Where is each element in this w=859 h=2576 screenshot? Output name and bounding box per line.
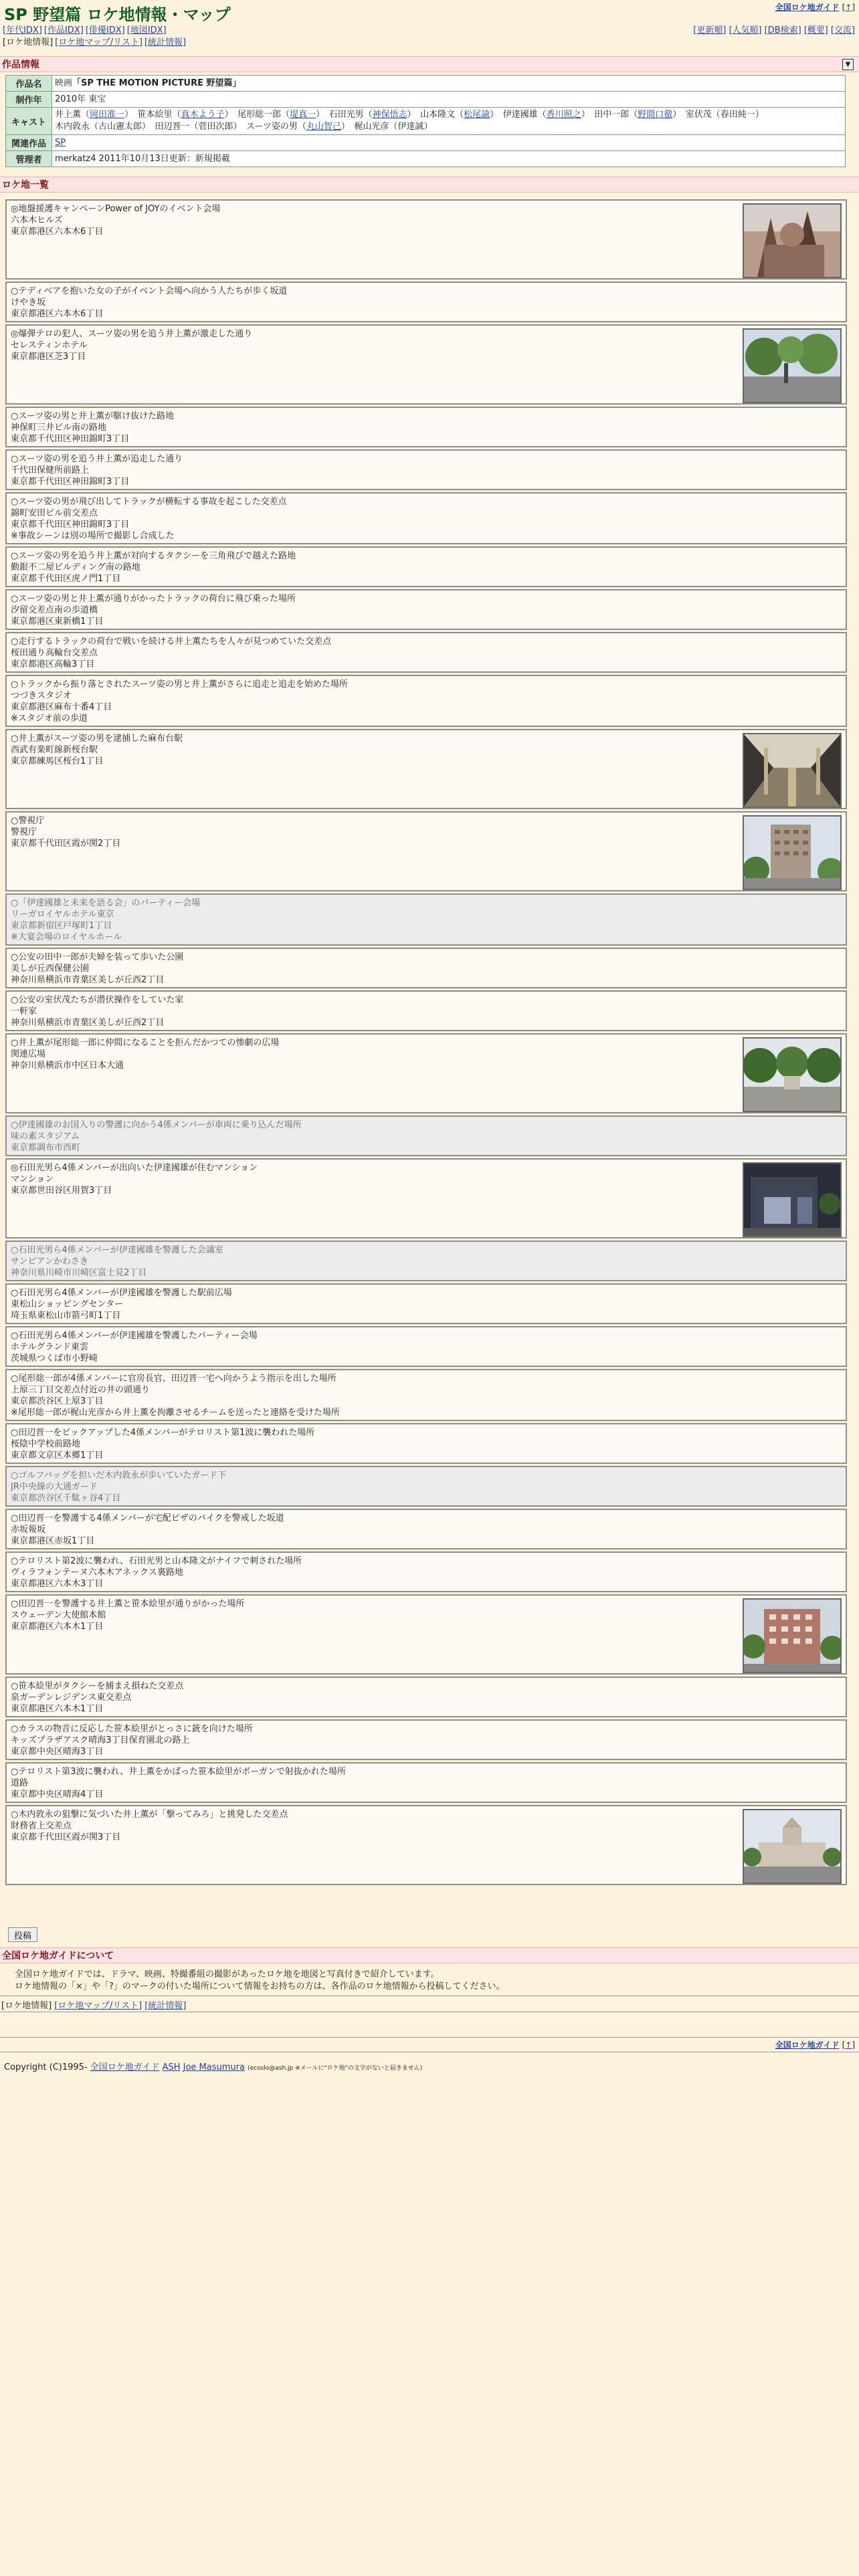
location-item[interactable] — [5, 1369, 847, 1421]
location-place: 西武有楽町線新桜台駅 — [11, 745, 98, 755]
nav-stats[interactable]: [統計情報] — [144, 37, 187, 47]
location-scene-line — [11, 1287, 842, 1299]
bracket-open: [ — [842, 3, 846, 12]
location-place: 関連広場 — [11, 1049, 46, 1059]
location-address: 東京都中央区晴海3丁目 — [11, 1747, 104, 1757]
location-item[interactable] — [5, 449, 847, 490]
location-scene: 石田光男ら4係メンバーが伊達國雄を警護した会議室 — [18, 1245, 223, 1255]
location-photo[interactable] — [743, 328, 842, 403]
location-place: 千代田保健所前路上 — [11, 465, 90, 475]
nav-map-index[interactable]: [地図IDX] — [126, 25, 167, 35]
location-place: 財務省上交差点 — [11, 1821, 72, 1831]
location-address: 東京都港区麻布十番4丁目 — [11, 702, 112, 712]
location-scene: スーツ姿の男を追う井上薫が追走した通り — [18, 454, 183, 464]
bracket-open: [ — [842, 2040, 846, 2050]
confirmed-icon: ○ — [11, 1681, 19, 1691]
related-work-link[interactable]: SP — [55, 137, 66, 148]
location-scene: 「伊達國雄と未来を語る会」のパーティー会場 — [18, 898, 201, 908]
work-title-value — [52, 76, 846, 92]
location-scene: 爆弾テロの犯人、スーツ姿の男を追う井上薫が激走した通り — [18, 329, 253, 339]
actor-link[interactable]: 岡田准一 — [90, 110, 125, 120]
location-note: ※スタジオ前の歩道 — [11, 714, 88, 724]
location-item[interactable] — [5, 589, 847, 630]
work-title-prefix: 映画 — [55, 78, 73, 88]
location-place: 六本木ヒルズ — [11, 215, 63, 225]
nav-right — [690, 23, 855, 35]
page-title: SP 野望篇 ロケ地情報・マップ — [4, 5, 231, 24]
location-scene-line — [11, 550, 842, 562]
location-place: 桜田通り高輪台交差点 — [11, 648, 98, 658]
location-scene-line — [11, 1037, 842, 1049]
location-address: 東京都港区六本木6丁目 — [11, 227, 104, 237]
confirmed-icon: ○ — [11, 1374, 19, 1384]
location-address: 東京都千代田区神田錦町3丁目 — [11, 434, 130, 444]
location-scene-line — [11, 1427, 842, 1438]
bottom-nav-location-info: [ロケ地情報] — [1, 2001, 52, 2011]
nav-popular[interactable]: [人気順] — [729, 25, 762, 35]
bottom-nav-location-map[interactable]: [ロケ地マップ/リスト] — [54, 2001, 142, 2011]
location-scene-line — [11, 636, 842, 647]
about-line-1: 全国ロケ地ガイドでは、ドラマ、映画、特撮番組の撮影があったロケ地を地図と写真付きで紹介しています。 — [15, 1969, 440, 1979]
photo-confirmed-icon: ◎ — [11, 1163, 19, 1173]
location-item[interactable] — [5, 199, 847, 280]
location-scene: 石田光男ら4係メンバーが伊達國雄を警護した駅前広場 — [18, 1288, 232, 1298]
location-scene: スーツ姿の男と井上薫が通りがかったトラックの荷台に飛び乗った場所 — [18, 594, 296, 604]
location-place: 上原三丁目交差点付近の井の頭通り — [11, 1385, 151, 1395]
confirmed-icon: ○ — [11, 637, 19, 647]
confirmed-icon: ○ — [11, 679, 19, 689]
toggle-icon[interactable]: ▼ — [842, 59, 854, 70]
cast-line-2 — [55, 121, 842, 133]
nav-work-pages — [3, 35, 188, 47]
cast-text: ） 梶山光彦（伊達誠） — [341, 122, 433, 132]
location-scene: 田辺晋一を警護する井上薫と笹本絵里が通りがかった場所 — [18, 1599, 245, 1609]
work-year-label: 制作年 — [6, 92, 52, 108]
work-related-value — [52, 135, 846, 151]
location-place: リーガロイヤルホテル東京 — [11, 909, 114, 920]
location-place: 桜陰中学校前路地 — [11, 1439, 81, 1449]
actor-link[interactable]: 真木よう子 — [181, 110, 225, 120]
work-info-heading: 作品情報 — [2, 60, 39, 70]
location-note: ※大宴会場のロイヤルホール — [11, 932, 122, 942]
location-scene-line — [11, 593, 842, 605]
confirmed-icon: ○ — [11, 551, 19, 561]
location-place: 味の素スタジアム — [11, 1132, 80, 1142]
location-scene-line — [11, 1119, 842, 1131]
confirmed-icon: ○ — [11, 497, 19, 507]
confirmed-icon: ○ — [11, 816, 19, 826]
location-scene-line — [11, 679, 842, 690]
location-scene-line — [11, 1766, 842, 1778]
location-scene: テロリスト第3波に襲われ、井上薫をかばった笹本絵里がボーガンで射抜かれた場所 — [18, 1767, 346, 1777]
bottom-nav-stats[interactable]: [統計情報] — [145, 2001, 187, 2011]
work-admin-value: merkatz4 2011年10月13日更新：新規掲載 — [52, 151, 846, 167]
bracket-close: ] — [852, 3, 855, 12]
location-scene: スーツ姿の男と井上薫が駆け抜けた路地 — [18, 411, 175, 421]
location-address: 東京都港区芝3丁目 — [11, 352, 86, 362]
location-scene: 伊達國雄のお国入りの警護に向かう4係メンバーが車両に乗り込んだ場所 — [18, 1120, 302, 1130]
bottom-nav — [1, 1998, 186, 2011]
confirmed-icon: ○ — [11, 286, 19, 296]
location-scene: 石田光男ら4係メンバーが出向いた伊達國雄が住むマンション — [18, 1163, 258, 1173]
location-note: ※事故シーンは別の場所で撮影し合成した — [11, 531, 175, 541]
location-item[interactable] — [5, 1241, 847, 1281]
header — [0, 0, 859, 47]
location-scene: トラックから振り落とされたスーツ姿の男と井上薫がさらに追走と追走を始めた場所 — [18, 679, 348, 689]
location-address: 東京都千代田区神田錦町3丁目 — [11, 520, 130, 530]
location-scene: 笹本絵里がタクシーを捕まえ損ねた交差点 — [18, 1681, 184, 1691]
location-place: 美しが丘西保健公園 — [11, 964, 90, 974]
location-place: 一軒家 — [11, 1006, 37, 1016]
confirmed-icon: ○ — [11, 411, 19, 421]
location-address: 神奈川県横浜市青葉区美しが丘西2丁目 — [11, 975, 165, 985]
location-scene-line — [11, 1681, 842, 1692]
location-item[interactable] — [5, 1033, 847, 1113]
location-scene: スーツ姿の男を追う井上薫が対向するタクシーを三角飛びで越えた路地 — [18, 551, 296, 561]
location-address: 東京都渋谷区上原3丁目 — [11, 1396, 104, 1406]
location-address: 神奈川県川崎市川崎区富士見2丁目 — [11, 1268, 147, 1278]
confirmed-icon: ○ — [11, 898, 19, 908]
work-admin-row — [6, 151, 846, 167]
location-item[interactable] — [5, 893, 847, 946]
location-scene: 走行するトラックの荷台で戦いを続ける井上薫たちを人々が見つめていた交差点 — [18, 637, 332, 647]
location-address: 東京都文京区本郷1丁目 — [11, 1451, 104, 1461]
about-heading: 全国ロケ地ガイドについて — [2, 1951, 114, 1961]
location-scene: 警視庁 — [18, 816, 45, 826]
location-item[interactable] — [5, 324, 847, 405]
confirmed-icon: ○ — [11, 1556, 19, 1566]
location-scene: テディベアを抱いた女の子がイベント会場へ向かう人たちが歩く坂道 — [18, 286, 288, 296]
location-place: 勤銀不二屋ビルディング南の路地 — [11, 562, 140, 572]
confirmed-icon: ○ — [11, 1038, 19, 1048]
copyright-text: Copyright (C)1995- — [4, 2062, 88, 2072]
bracket-close: ] — [852, 2040, 855, 2050]
location-place: 泉ガーデンレジデンス東交差点 — [11, 1693, 132, 1703]
location-item[interactable] — [5, 811, 847, 891]
confirmed-icon: ○ — [11, 1428, 19, 1438]
actor-link[interactable]: 丸山智己 — [306, 122, 341, 132]
location-item[interactable] — [5, 546, 847, 587]
copyright-author-link[interactable]: Joe Masumura — [183, 2062, 245, 2072]
confirmed-icon: ○ — [11, 1599, 19, 1609]
location-scene: 地盤援護キャンペーンPower of JOYのイベント会場 — [18, 204, 221, 214]
location-item[interactable] — [5, 1551, 847, 1592]
location-address: 東京都世田谷区用賀3丁目 — [11, 1186, 112, 1196]
location-address: 東京都千代田区神田錦町3丁目 — [11, 477, 130, 487]
confirmed-icon: ○ — [11, 1810, 19, 1820]
confirmed-icon: ○ — [11, 1120, 19, 1130]
work-cast-label: キャスト — [6, 108, 52, 135]
nav-location-map[interactable]: [ロケ地マップ/リスト] — [55, 37, 142, 47]
actor-link[interactable]: 香川照之 — [546, 110, 581, 120]
location-list — [5, 199, 847, 1887]
cast-text: ） 笹本絵里（ — [124, 110, 181, 120]
confirmed-icon: ○ — [11, 454, 19, 464]
location-item[interactable] — [5, 948, 847, 988]
mail-note: (ecoslo@ash.jp ※メールに"ロケ地"の文字がないと届きません) — [248, 2065, 423, 2072]
location-scene-line — [11, 203, 842, 215]
page-top-link-bottom[interactable]: ↑ — [845, 2040, 852, 2050]
location-address: 東京都千代田区虎ノ門1丁目 — [11, 574, 121, 584]
location-scene: 井上薫が尾形総一郎に仲間になることを拒んだかつての惨劇の広場 — [18, 1038, 280, 1048]
locations-heading: ロケ地一覧 — [2, 180, 49, 191]
location-scene-line — [11, 1330, 842, 1341]
location-item[interactable] — [5, 1466, 847, 1507]
work-year-value: 2010年 東宝 — [52, 92, 846, 108]
location-place: 道路 — [11, 1778, 29, 1788]
copyright-site-link[interactable]: 全国ロケ地ガイド — [90, 2062, 160, 2072]
location-place: 赤坂報坂 — [11, 1525, 46, 1535]
work-related-label: 関連作品 — [6, 135, 52, 151]
location-photo[interactable] — [743, 1809, 842, 1884]
location-place: スウェーデン大使館本館 — [11, 1610, 106, 1620]
nav-location-info: [ロケ地情報] — [3, 37, 54, 47]
location-scene-line — [11, 453, 842, 465]
location-item[interactable] — [5, 492, 847, 544]
location-address: 神奈川県横浜市中区日本大通 — [11, 1061, 124, 1071]
location-address: 東京都千代田区霞が関3丁目 — [11, 1832, 121, 1842]
location-scene: 石田光男ら4係メンバーが伊達國雄を警護したパーティー会場 — [18, 1331, 258, 1341]
location-scene: スーツ姿の男が飛び出してトラックが横転する事故を起こした交差点 — [18, 497, 287, 507]
location-photo[interactable] — [743, 733, 842, 808]
confirmed-icon: ○ — [11, 1331, 19, 1341]
location-scene-line — [11, 1373, 842, 1384]
page-top-link[interactable]: ↑ — [845, 3, 852, 12]
location-place: 錦町安田ビル前交差点 — [11, 508, 98, 518]
location-scene-line — [11, 994, 842, 1006]
work-title-label: 作品名 — [6, 76, 52, 92]
location-item[interactable] — [5, 407, 847, 447]
work-info-header — [0, 56, 859, 72]
location-scene: 木内敦永の狙撃に気づいた井上薫が「撃ってみろ」と挑発した交差点 — [18, 1810, 288, 1820]
work-related-row — [6, 135, 846, 151]
location-scene-line — [11, 1245, 842, 1256]
location-item[interactable] — [5, 1326, 847, 1367]
location-scene-line — [11, 1809, 842, 1820]
work-admin-label: 管理者 — [6, 151, 52, 167]
location-scene-line — [11, 1723, 842, 1735]
location-item[interactable] — [5, 1594, 847, 1675]
location-place: つづきスタジオ — [11, 691, 72, 701]
confirmed-icon: ○ — [11, 1724, 19, 1734]
location-item[interactable] — [5, 1805, 847, 1885]
location-address: 東京都港区六本木6丁目 — [11, 309, 104, 319]
location-scene: カラスの物音に反応した笹本絵里がとっさに銃を向けた場所 — [18, 1724, 253, 1734]
location-address: 東京都港区赤坂1丁目 — [11, 1536, 95, 1546]
location-scene-line — [11, 1513, 842, 1524]
location-item[interactable] — [5, 1762, 847, 1803]
location-scene: テロリスト第2波に襲われ、石田光男と山本隆文がナイフで刺された場所 — [18, 1556, 302, 1566]
location-place: キッズプラザアスク晴海3丁目保育園北の路上 — [11, 1735, 190, 1745]
location-scene: 尾形総一郎が4係メンバーに官房長官、田辺晋一宅へ向かうよう指示を出した場所 — [18, 1374, 337, 1384]
location-address: 東京都調布市西町 — [11, 1143, 81, 1153]
nav-actor-index[interactable]: [俳優IDX] — [85, 25, 125, 35]
work-title-row — [6, 76, 846, 92]
cast-text: ） 室伏茂（春田純一） — [672, 110, 764, 120]
location-address: 東京都新宿区戸塚町1丁目 — [11, 921, 112, 931]
location-address: 東京都港区六本木1丁目 — [11, 1704, 104, 1714]
location-item[interactable] — [5, 990, 847, 1031]
location-scene-line — [11, 733, 842, 744]
cast-text: ） 伊達國雄（ — [490, 110, 547, 120]
site-home-link-bottom[interactable]: 全国ロケ地ガイド — [775, 2040, 840, 2050]
work-info-table — [5, 75, 846, 167]
actor-link[interactable]: 神保悟志 — [372, 110, 407, 120]
location-place: マンション — [11, 1174, 54, 1184]
location-address: 埼玉県東松山市箭弓町1丁目 — [11, 1311, 121, 1321]
location-scene-line — [11, 286, 842, 297]
nav-community[interactable]: [交流] — [830, 25, 855, 35]
location-photo[interactable] — [743, 1598, 842, 1673]
cast-text: 木内敦永（古山憲太郎） 田辺晋一（菅田次郎） スーツ姿の男（ — [55, 122, 306, 132]
site-home-link[interactable]: 全国ロケ地ガイド — [775, 3, 840, 12]
location-scene-line — [11, 328, 842, 340]
location-scene: 公安の田中一郎が夫婦を装って歩いた公園 — [18, 952, 184, 962]
confirmed-icon: ○ — [11, 1513, 19, 1523]
location-item[interactable] — [5, 1423, 847, 1464]
site-link-top — [775, 1, 855, 13]
copyright-ash-link[interactable]: ASH — [162, 2062, 181, 2072]
nav-work-index[interactable]: [作品IDX] — [43, 25, 84, 35]
location-scene-line — [11, 897, 842, 909]
location-scene-line — [11, 411, 842, 422]
location-address: 東京都港区六本木3丁目 — [11, 1579, 104, 1589]
nav-overview[interactable]: [概要] — [803, 25, 828, 35]
about-text — [15, 1969, 505, 1993]
location-place: セレスティンホテル — [11, 340, 88, 350]
location-scene: 田辺晋一を警護する4係メンバーが宅配ピザのバイクを警戒した坂道 — [18, 1513, 284, 1523]
confirmed-icon: ○ — [11, 734, 19, 744]
location-scene: 田辺晋一をピックアップした4係メンバーがテロリスト第1波に襲われた場所 — [18, 1428, 315, 1438]
location-scene-line — [11, 815, 842, 827]
location-scene: 井上薫がスーツ姿の男を逮捕した麻布台駅 — [18, 734, 183, 744]
site-link-bottom — [775, 2039, 855, 2050]
location-note: ※尾形総一郎が梶山光彦から井上薫を拘離させるチームを送ったと連絡を受けた場所 — [11, 1408, 340, 1418]
location-scene-line — [11, 952, 842, 963]
location-item[interactable] — [5, 1283, 847, 1324]
actor-link[interactable]: 松尾諭 — [464, 110, 490, 120]
location-item[interactable] — [5, 1115, 847, 1156]
cast-line-1 — [55, 109, 842, 121]
location-place: 汐留交差点南の歩道橋 — [11, 605, 98, 615]
nav-index — [3, 23, 169, 35]
confirmed-icon: ○ — [11, 1471, 19, 1481]
location-item[interactable] — [5, 675, 847, 727]
location-place: ヴィラフォンテーヌ六本木アネックス裏路地 — [11, 1568, 183, 1578]
location-place: JR中央線の大通ガード — [11, 1482, 98, 1492]
location-place: 警視庁 — [11, 827, 37, 837]
confirmed-icon: ○ — [11, 1767, 19, 1777]
confirmed-icon: ○ — [11, 1288, 19, 1298]
actor-link[interactable]: 堤真一 — [290, 110, 316, 120]
about-line-2: ロケ地情報の「×」や「?」のマークの付いた場所について情報をお持ちの方は、各作品のロケ地情報から投稿してください。 — [15, 1981, 505, 1992]
photo-confirmed-icon: ◎ — [11, 204, 19, 214]
locations-header — [0, 177, 859, 193]
cast-text: ） 石田光男（ — [316, 110, 373, 120]
work-cast-value — [52, 108, 846, 135]
confirmed-icon: ○ — [11, 594, 19, 604]
location-scene: 公安の室伏茂たちが潜伏操作をしていた家 — [18, 995, 184, 1005]
nav-updates[interactable]: [更新順] — [693, 25, 727, 35]
location-photo[interactable] — [743, 1037, 842, 1112]
about-header — [0, 1947, 859, 1963]
cast-text: ） 山本隆文（ — [407, 110, 464, 120]
location-address: 茨城県つくば市小野崎 — [11, 1354, 98, 1364]
location-address: 東京都港区東新橋1丁目 — [11, 617, 104, 627]
location-scene-line — [11, 1470, 842, 1481]
location-address: 東京都渋谷区千駄ヶ谷4丁目 — [11, 1493, 121, 1503]
location-scene-line — [11, 1598, 842, 1610]
copyright — [4, 2060, 422, 2072]
photo-confirmed-icon: ◎ — [11, 329, 19, 339]
cast-text: ） 尾形総一郎（ — [224, 110, 290, 120]
location-scene-line — [11, 496, 842, 508]
confirmed-icon: ○ — [11, 995, 19, 1005]
location-item[interactable] — [5, 1677, 847, 1717]
confirmed-icon: ○ — [11, 952, 19, 962]
location-scene: ゴルフバッグを担いだ木内敦永が歩いていたガード下 — [18, 1471, 227, 1481]
divider — [0, 2037, 859, 2038]
cast-text: ） 田中一郎（ — [581, 110, 638, 120]
location-address: 東京都中央区晴海4丁目 — [11, 1790, 104, 1800]
location-place: 東松山ショッピングセンター — [11, 1299, 123, 1309]
work-title-name: 「SP THE MOTION PICTURE 野望篇」 — [72, 78, 242, 88]
location-address: 東京都千代田区霞が関2丁目 — [11, 839, 121, 849]
location-photo[interactable] — [743, 1162, 842, 1237]
location-address: 東京都港区六本木1丁目 — [11, 1622, 104, 1632]
location-item[interactable] — [5, 1158, 847, 1239]
confirmed-icon: ○ — [11, 1245, 19, 1255]
location-place: 神保町三井ビル南の路地 — [11, 423, 107, 433]
location-photo[interactable] — [743, 203, 842, 278]
location-place: けやき坂 — [11, 298, 46, 308]
actor-link[interactable]: 野間口徹 — [638, 110, 673, 120]
location-address: 神奈川県横浜市青葉区美しが丘西2丁目 — [11, 1018, 165, 1028]
nav-db-search[interactable]: [DB検索] — [764, 25, 801, 35]
location-photo[interactable] — [743, 815, 842, 890]
location-scene-line — [11, 1555, 842, 1567]
location-scene-line — [11, 1162, 842, 1174]
location-address: 東京都練馬区桜台1丁目 — [11, 756, 104, 766]
location-item[interactable] — [5, 1509, 847, 1549]
cast-text: 井上薫（ — [55, 110, 90, 120]
location-place: ホテルグランド東雲 — [11, 1342, 89, 1352]
work-year-row — [6, 92, 846, 108]
nav-year-index[interactable]: [年代IDX] — [3, 25, 42, 35]
location-place: サンピアンかわさき — [11, 1257, 88, 1267]
location-item[interactable] — [5, 729, 847, 809]
location-item[interactable] — [5, 1719, 847, 1760]
post-button[interactable]: 投稿 — [8, 1927, 37, 1942]
location-address: 東京都港区高輪3丁目 — [11, 659, 95, 669]
location-item[interactable] — [5, 632, 847, 673]
work-cast-row — [6, 108, 846, 135]
location-item[interactable] — [5, 282, 847, 322]
